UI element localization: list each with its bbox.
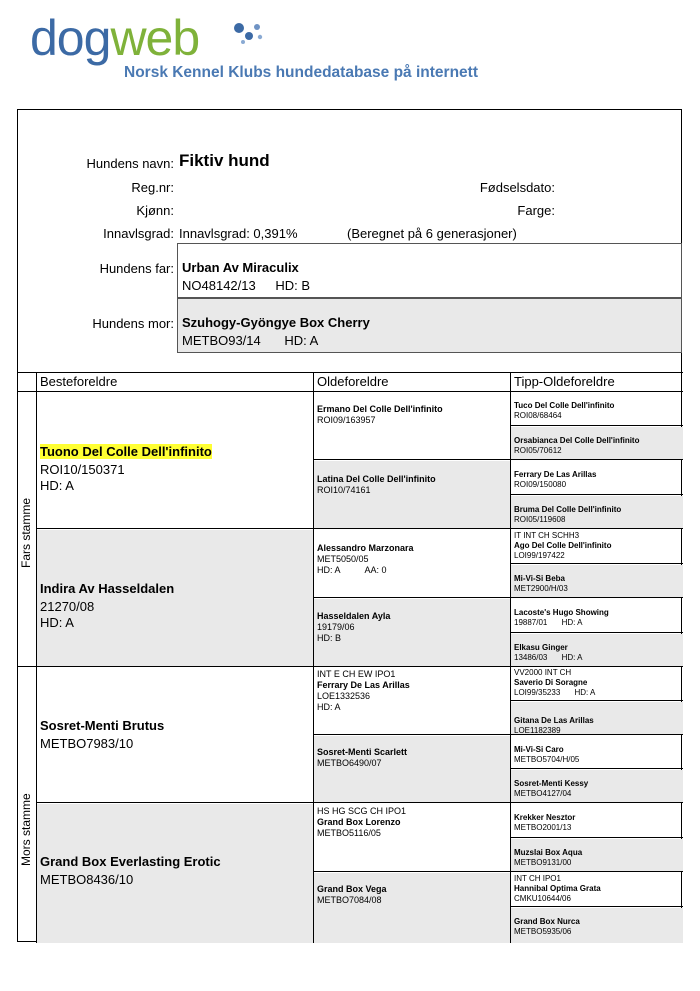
great-grandparent-reg: METBO5116/05 [317,828,381,838]
ggg-name[interactable]: Sosret-Menti Kessy [514,779,589,788]
grandparent-reg: 21270/08 [40,599,95,614]
great-grandparent-name[interactable]: Ermano Del Colle Dell'infinito [317,404,443,414]
ggg-name[interactable]: Mi-Vi-Si Caro [514,745,564,754]
grandparent-reg: METBO8436/10 [40,872,134,887]
birth-date-label: Fødselsdato: [479,180,555,195]
father-label: Hundens far: [99,261,174,276]
grandparent-reg: ROI10/150371 [40,462,125,477]
great-great-grandparent-cell-4[interactable] [511,496,683,529]
ggg-reg-health [514,688,680,698]
great-great-grandparent-cell-5[interactable] [511,530,683,564]
ggg-name[interactable]: Gitana De Las Arillas [514,716,594,725]
ggg-reg: ROI05/119608 [514,515,566,524]
great-grandparent-reg: MET5050/05 [317,554,369,564]
ggg-titles: INT CH IPO1 [514,874,561,883]
great-grandparent-cell-2[interactable] [314,461,510,529]
ggg-reg: 13486/03 [514,653,548,662]
great-grandparent-cell-6[interactable] [314,736,510,803]
header-besteforeldre: Besteforeldre [40,374,118,389]
great-great-grandparent-cell-14[interactable] [511,839,683,872]
ggg-name[interactable]: Krekker Nesztor [514,813,576,822]
great-grandparent-cell-3[interactable] [314,530,510,598]
great-great-grandparent-cell-11[interactable] [511,736,683,769]
grandparent-name[interactable]: Indira Av Hasseldalen [40,581,175,596]
ggg-name[interactable]: Grand Box Nurca [514,917,580,926]
ggg-name[interactable]: Saverio Di Soragne [514,678,588,687]
ggg-name[interactable]: Lacoste's Hugo Showing [514,608,609,617]
ggg-reg: ROI08/68464 [514,411,562,420]
reg-label: Reg.nr: [131,180,174,195]
ggg-reg: LOI99/35233 [514,688,561,697]
father-name[interactable]: Urban Av Miraculix [182,260,299,275]
grandparent-name-text[interactable]: Tuono Del Colle Dell'infinito [40,444,212,459]
ggg-reg: METBO5935/06 [514,927,572,936]
mother-hd: HD: A [284,333,319,348]
pedigree-frame [17,109,682,942]
great-grandparent-cell-7[interactable] [314,804,510,872]
ggg-reg: ROI09/150080 [514,480,567,489]
ggg-name[interactable]: Ferrary De Las Arillas [514,470,597,479]
great-grandparent-name[interactable]: Grand Box Lorenzo [317,817,401,827]
grandparent-cell-2[interactable] [37,530,313,666]
great-grandparent-name[interactable]: Ferrary De Las Arillas [317,680,410,690]
ggg-reg-health [514,618,680,628]
ggg-hd: HD: A [561,653,583,662]
logo-text-dog: dog [30,10,111,66]
great-great-grandparent-cell-1[interactable] [511,392,683,426]
great-great-grandparent-cell-10[interactable] [511,702,683,735]
grandparent-cell-3[interactable] [37,667,313,803]
ggg-name[interactable]: Orsabianca Del Colle Dell'infinito [514,436,640,445]
ggg-name[interactable]: Muzslai Box Aqua [514,848,583,857]
ggg-reg: METBO4127/04 [514,789,572,798]
logo-text-web: web [110,10,200,66]
great-great-grandparent-cell-7[interactable] [511,599,683,633]
ggg-name[interactable]: Hannibal Optima Grata [514,884,601,893]
ggg-name[interactable]: Mi-Vi-Si Beba [514,574,565,583]
mother-box[interactable] [177,298,682,353]
great-great-grandparent-cell-3[interactable] [511,461,683,495]
logo-tagline: Norsk Kennel Klubs hundedatabase på internett [124,64,478,81]
father-reg-number: NO48142/13 [182,278,256,293]
side-label-fars-stamme: Fars stamme [19,497,33,568]
inbreeding-value: Innavlsgrad: 0,391% [179,226,298,241]
great-grandparent-cell-5[interactable] [314,667,510,735]
side-label-mors-stamme: Mors stamme [19,793,33,866]
dog-name-value: Fiktiv hund [179,151,270,170]
great-grandparent-reg: METBO7084/08 [317,895,382,905]
father-reg [182,278,677,293]
dogweb-logo[interactable] [30,10,510,84]
ggg-name[interactable]: Ago Del Colle Dell'infinito [514,541,612,550]
ggg-name[interactable]: Tuco Del Colle Dell'infinito [514,401,615,410]
ggg-name[interactable]: Bruma Del Colle Dell'infinito [514,505,622,514]
dog-name-label: Hundens navn: [86,156,174,171]
ggg-hd: HD: A [574,688,596,697]
great-grandparent-hd: HD: B [317,633,342,643]
great-grandparent-cell-4[interactable] [314,599,510,666]
great-grandparent-titles: HS HG SCG CH IPO1 [317,806,407,816]
ggg-titles: IT INT CH SCHH3 [514,531,580,540]
ggg-reg: LOI99/197422 [514,551,565,560]
ggg-titles: VV2000 INT CH [514,668,572,677]
great-great-grandparent-cell-8[interactable] [511,634,683,666]
grandparent-name[interactable]: Sosret-Menti Brutus [40,718,165,733]
great-grandparent-reg: ROI09/163957 [317,415,376,425]
ggg-reg-health [514,653,680,663]
ggg-reg: CMKU10644/06 [514,894,571,903]
great-grandparent-name[interactable]: Sosret-Menti Scarlett [317,747,408,757]
great-grandparent-reg: 19179/06 [317,622,355,632]
great-grandparent-health [317,565,507,576]
logo-wordmark [30,10,199,66]
great-grandparent-name[interactable]: Alessandro Marzonara [317,543,414,553]
great-grandparent-reg: METBO6490/07 [317,758,382,768]
ggg-reg: 19887/01 [514,618,548,627]
grandparent-name[interactable] [40,444,313,459]
great-grandparent-name[interactable]: Hasseldalen Ayla [317,611,391,621]
great-grandparent-name[interactable]: Grand Box Vega [317,884,387,894]
ggg-hd: HD: A [561,618,583,627]
ggg-reg: MET2900/H/03 [514,584,568,593]
sex-label: Kjønn: [136,203,174,218]
great-great-grandparent-cell-16[interactable] [511,908,683,943]
great-grandparent-hd: HD: A [317,702,341,712]
grandparent-cell-4[interactable] [37,804,313,943]
ggg-reg: METBO9131/00 [514,858,572,867]
grandparent-name[interactable]: Grand Box Everlasting Erotic [40,854,221,869]
great-grandparent-titles: INT E CH EW IPO1 [317,669,396,679]
mother-name[interactable]: Szuhogy-Gyöngye Box Cherry [182,315,370,330]
great-great-grandparent-cell-9[interactable] [511,667,683,701]
great-grandparent-aa: AA: 0 [364,565,387,575]
inbreeding-label: Innavlsgrad: [103,226,174,241]
ggg-name[interactable]: Elkasu Ginger [514,643,568,652]
grandparent-reg: METBO7983/10 [40,736,134,751]
father-box[interactable] [177,243,682,298]
header-tipp-oldeforeldre: Tipp-Oldeforeldre [514,374,615,389]
header-oldeforeldre: Oldeforeldre [317,374,389,389]
ggg-reg: METBO5704/H/05 [514,755,580,764]
great-great-grandparent-cell-6[interactable] [511,565,683,598]
great-great-grandparent-cell-15[interactable] [511,873,683,907]
great-grandparent-hd: HD: A [317,565,341,575]
mother-label: Hundens mor: [92,316,174,331]
ggg-reg: METBO2001/13 [514,823,572,832]
mother-reg [182,333,677,348]
great-grandparent-cell-1[interactable] [314,392,510,460]
color-label: Farge: [517,203,555,218]
great-great-grandparent-cell-12[interactable] [511,770,683,803]
ggg-reg: LOE1182389 [514,726,561,735]
inbreeding-note: (Beregnet på 6 generasjoner) [347,226,517,241]
great-grandparent-name[interactable]: Latina Del Colle Dell'infinito [317,474,436,484]
great-grandparent-reg: LOE1332536 [317,691,371,701]
ggg-reg: ROI05/70612 [514,446,562,455]
logo-dots-icon [230,20,270,50]
grandparent-cell-1[interactable] [37,392,313,529]
great-grandparent-reg: ROI10/74161 [317,485,371,495]
great-great-grandparent-cell-2[interactable] [511,427,683,460]
great-grandparent-cell-8[interactable] [314,873,510,943]
grandparent-hd: HD: A [40,615,74,630]
grandparent-hd: HD: A [40,478,74,493]
great-great-grandparent-cell-13[interactable] [511,804,683,838]
mother-reg-number: METBO93/14 [182,333,261,348]
father-hd: HD: B [275,278,311,293]
